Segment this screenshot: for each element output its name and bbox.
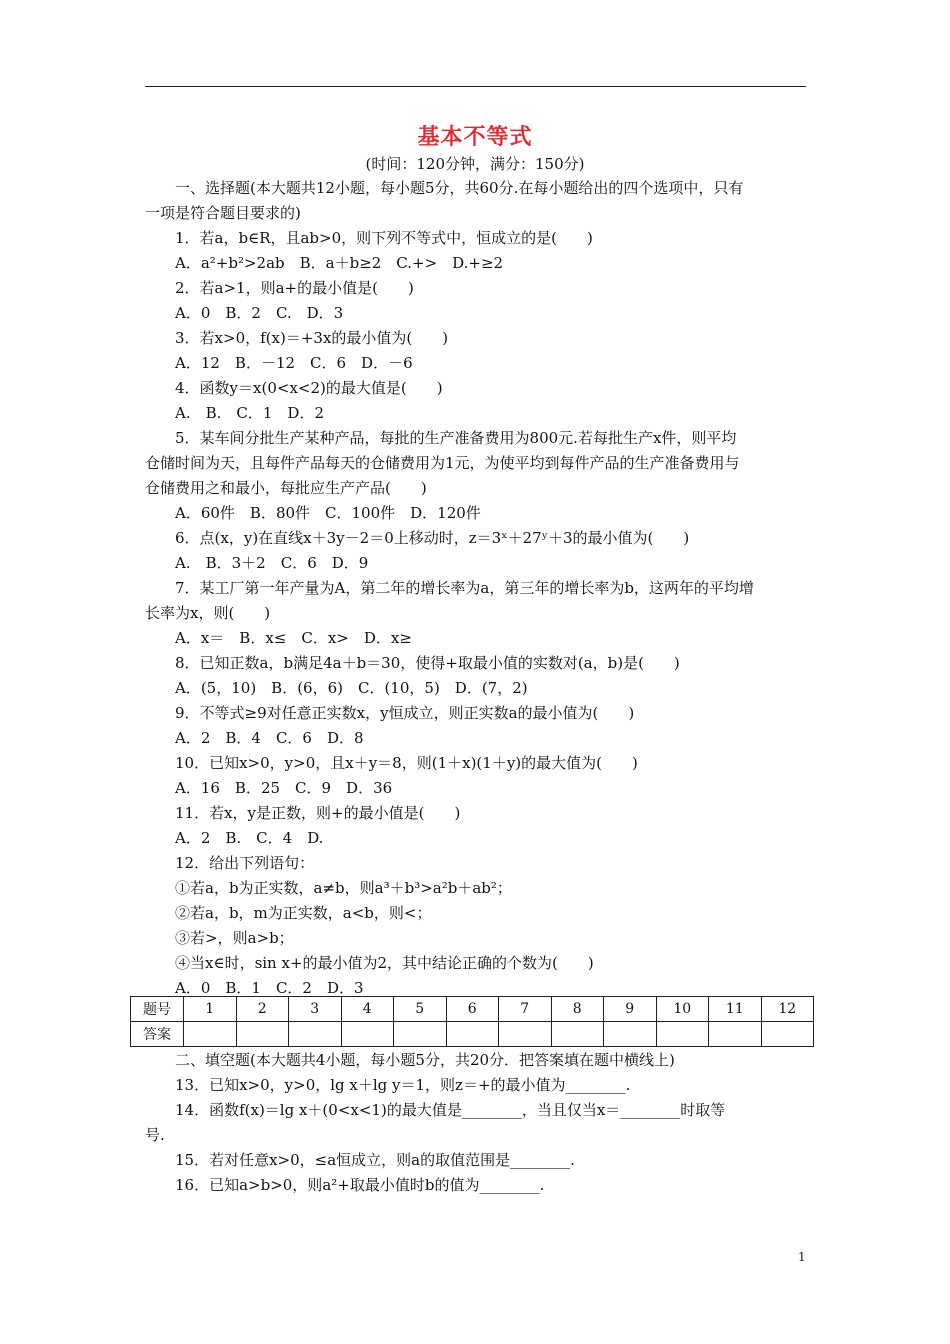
header-rule bbox=[145, 86, 806, 87]
text-line: 仓储时间为天，且每件产品每天的仓储费用为1元，为使平均到每件产品的生产准备费用与 bbox=[145, 454, 740, 472]
text-line: A．0 B．1 C．2 D．3 bbox=[175, 979, 364, 997]
text-line: A．16 B．25 C．9 D．36 bbox=[175, 779, 393, 797]
text-line: 5．某车间分批生产某种产品，每批的生产准备费用为800元.若每批生产x件，则平均 bbox=[175, 429, 737, 447]
answer-table-answer-cell[interactable] bbox=[289, 1022, 342, 1047]
answer-table-number-cell: 12 bbox=[761, 997, 814, 1022]
text-line: 14．函数f(x)＝lg x＋(0<x<1)的最大值是________，当且仅当x＝________时取等 bbox=[175, 1101, 726, 1119]
text-line: 6．点(x，y)在直线x＋3y－2＝0上移动时，z＝3ˣ＋27ʸ＋3的最小值为( ) bbox=[175, 529, 690, 547]
fill-in-section bbox=[145, 1048, 807, 1198]
answer-table-number-cell: 8 bbox=[551, 997, 604, 1022]
text-line: A．60件 B．80件 C．100件 D．120件 bbox=[175, 504, 481, 522]
answer-table-answer-cell[interactable] bbox=[236, 1022, 289, 1047]
answer-table-answer-cell[interactable] bbox=[604, 1022, 657, 1047]
page-title: 基本不等式 bbox=[417, 124, 533, 150]
answer-table-answer-cell[interactable] bbox=[446, 1022, 499, 1047]
text-line: 长率为x，则( ) bbox=[145, 604, 271, 622]
text-line: 4．函数y＝x(0<x<2)的最大值是( ) bbox=[175, 379, 443, 397]
answer-table-number-label: 题号 bbox=[131, 997, 184, 1022]
answer-table-answer-cell[interactable] bbox=[656, 1022, 709, 1047]
answer-table-number-cell: 2 bbox=[236, 997, 289, 1022]
answer-table-number-cell: 5 bbox=[394, 997, 447, 1022]
text-line: 12．给出下列语句： bbox=[175, 854, 315, 872]
answer-table-number-cell: 9 bbox=[604, 997, 657, 1022]
answer-table-answer-cell[interactable] bbox=[394, 1022, 447, 1047]
answer-table bbox=[130, 996, 814, 1047]
answer-table-answer-cell[interactable] bbox=[341, 1022, 394, 1047]
text-line: A．0 B．2 C. D．3 bbox=[175, 304, 344, 322]
answer-table-answer-cell[interactable] bbox=[761, 1022, 814, 1047]
text-line: 8．已知正数a，b满足4a＋b＝30，使得+取最小值的实数对(a，b)是( ) bbox=[175, 654, 680, 672]
text-line: 仓储费用之和最小，每批应生产产品( ) bbox=[145, 479, 427, 497]
text-line: 16．已知a>b>0，则a²+取最小值时b的值为________. bbox=[175, 1176, 545, 1194]
text-line: ④当x∈时，sin x+的最小值为2，其中结论正确的个数为( ) bbox=[175, 954, 594, 972]
text-line: A．12 B．－12 C．6 D．－6 bbox=[175, 354, 413, 372]
text-line: ③若>，则a>b； bbox=[175, 929, 294, 947]
text-line: 2．若a>1，则a+的最小值是( ) bbox=[175, 279, 414, 297]
answer-table-number-cell: 7 bbox=[499, 997, 552, 1022]
text-line: 号. bbox=[145, 1126, 165, 1144]
text-line: A．2 B．4 C．6 D．8 bbox=[175, 729, 364, 747]
page-subtitle: (时间：120分钟，满分：150分) bbox=[365, 155, 585, 173]
answer-table-number-cell: 11 bbox=[709, 997, 762, 1022]
text-line: 15．若对任意x>0，≤a恒成立，则a的取值范围是________. bbox=[175, 1151, 575, 1169]
answer-table-answer-cell[interactable] bbox=[551, 1022, 604, 1047]
answer-table-number-cell: 1 bbox=[184, 997, 237, 1022]
text-line: 10．已知x>0，y>0，且x＋y＝8，则(1＋x)(1＋y)的最大值为( ) bbox=[175, 754, 638, 772]
answer-table-answer-cell[interactable] bbox=[184, 1022, 237, 1047]
text-line: 7．某工厂第一年产量为A，第二年的增长率为a，第三年的增长率为b，这两年的平均增 bbox=[175, 579, 754, 597]
answer-table-answer-row bbox=[131, 1022, 814, 1047]
text-line: 13．已知x>0，y>0，lg x＋lg y＝1，则z＝+的最小值为________. bbox=[175, 1076, 631, 1094]
text-line: 9．不等式≥9对任意正实数x，y恒成立，则正实数a的最小值为( ) bbox=[175, 704, 635, 722]
question-list bbox=[145, 176, 807, 1001]
text-line: A．x＝ B．x≤ C．x> D．x≥ bbox=[175, 629, 412, 647]
answer-table-number-cell: 4 bbox=[341, 997, 394, 1022]
page-number: 1 bbox=[798, 1250, 806, 1264]
text-line: 11．若x，y是正数，则+的最小值是( ) bbox=[175, 804, 461, 822]
answer-table-answer-label: 答案 bbox=[131, 1022, 184, 1047]
answer-table-number-cell: 10 bbox=[656, 997, 709, 1022]
text-line: 二、填空题(本大题共4小题，每小题5分，共20分．把答案填在题中横线上) bbox=[175, 1051, 675, 1069]
text-line: A. B. C．1 D．2 bbox=[175, 404, 324, 422]
answer-table-answer-cell[interactable] bbox=[709, 1022, 762, 1047]
text-line: 3．若x>0，f(x)＝+3x的最小值为( ) bbox=[175, 329, 449, 347]
text-line: A. B．3＋2 C．6 D．9 bbox=[175, 554, 369, 572]
text-line: 1．若a，b∈R，且ab>0，则下列不等式中，恒成立的是( ) bbox=[175, 229, 593, 247]
text-line: A．2 B. C．4 D. bbox=[175, 829, 324, 847]
answer-table-wrap bbox=[130, 996, 814, 1047]
answer-table-number-cell: 3 bbox=[289, 997, 342, 1022]
text-line: A．a²+b²>2ab B．a＋b≥2 C.+> D.+≥2 bbox=[175, 254, 504, 272]
text-line: ①若a，b为正实数，a≠b，则a³＋b³>a²b＋ab²； bbox=[175, 879, 512, 897]
answer-table-header-row bbox=[131, 997, 814, 1022]
text-line: ②若a，b，m为正实数，a<b，则<； bbox=[175, 904, 432, 922]
text-line: A．(5，10) B．(6，6) C．(10，5) D．(7，2) bbox=[175, 679, 528, 697]
text-line: 一项是符合题目要求的) bbox=[145, 204, 301, 222]
answer-table-number-cell: 6 bbox=[446, 997, 499, 1022]
answer-table-answer-cell[interactable] bbox=[499, 1022, 552, 1047]
text-line: 一、选择题(本大题共12小题，每小题5分，共60分.在每小题给出的四个选项中，只有 bbox=[175, 179, 744, 197]
